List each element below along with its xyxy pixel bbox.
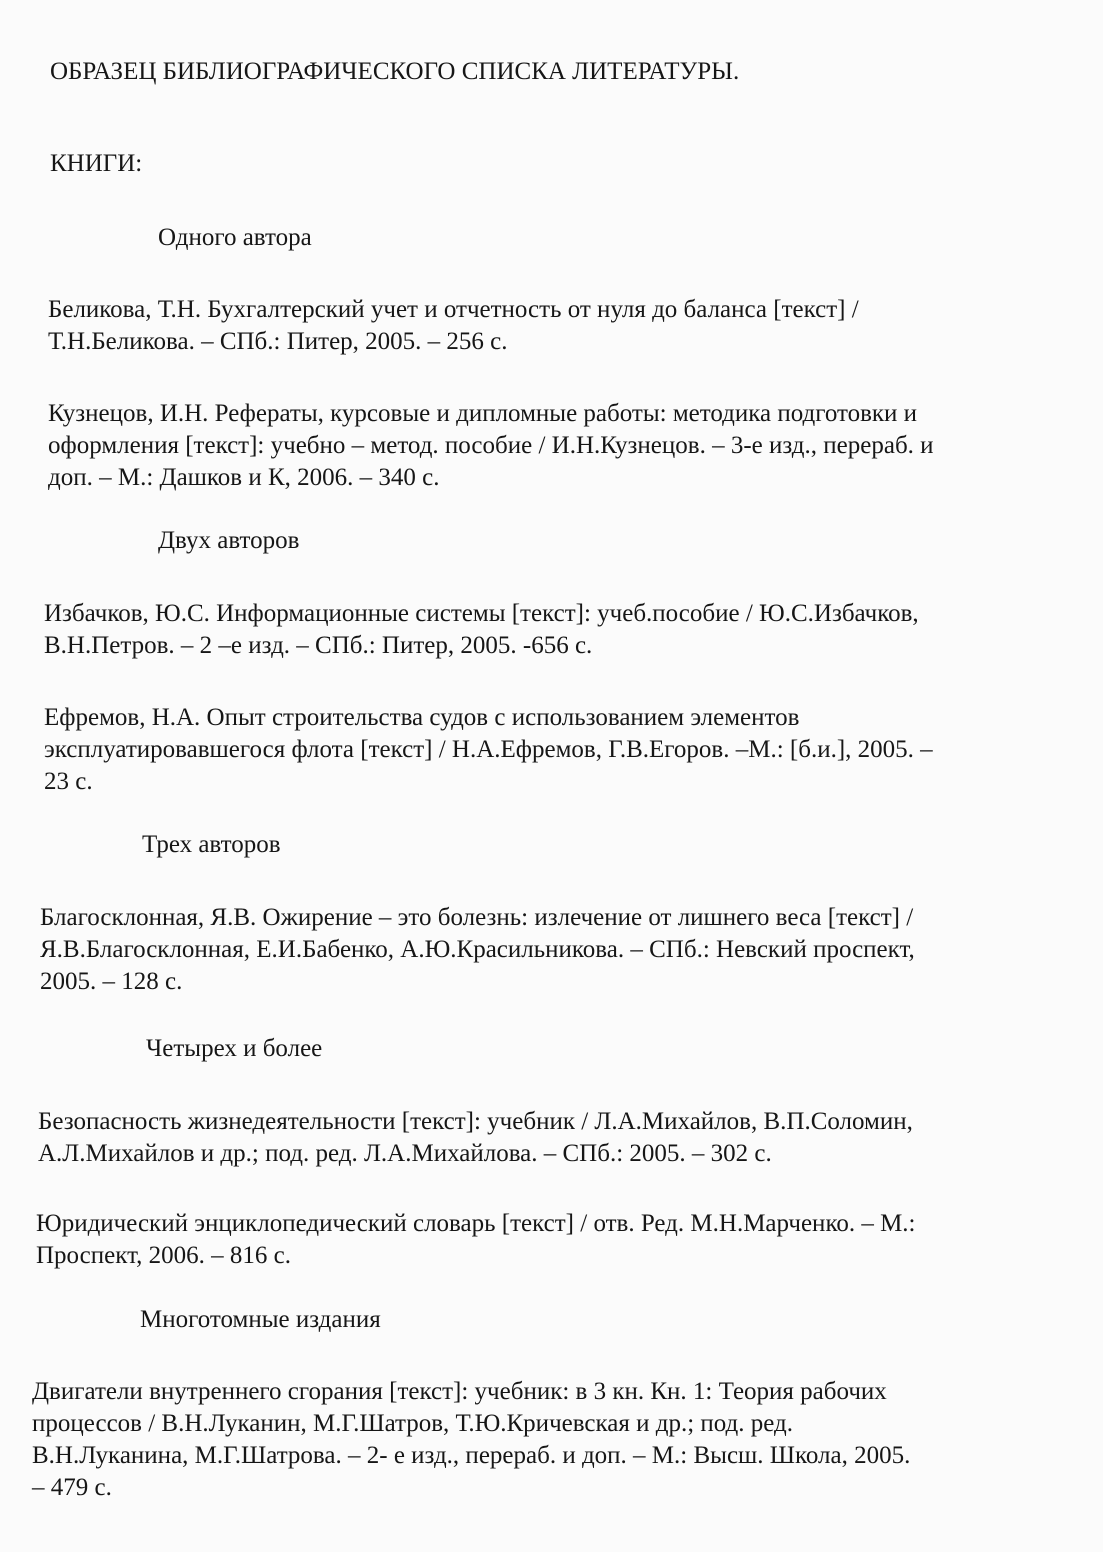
group-heading: Четырех и более <box>146 1035 323 1062</box>
bibliography-entry <box>48 398 934 494</box>
bibliography-entry <box>44 598 919 662</box>
entry-line: Юридический энциклопедический словарь [текст] / отв. Ред. М.Н.Марченко. – М.: <box>36 1210 916 1237</box>
entry-line: – 479 с. <box>32 1474 112 1501</box>
section-heading: КНИГИ: <box>50 150 143 177</box>
entry-line: Двигатели внутреннего сгорания [текст]: учебник: в 3 кн. Кн. 1: Теория рабочих <box>32 1378 887 1405</box>
bibliography-entry <box>38 1106 913 1170</box>
entry-line: Безопасность жизнедеятельности [текст]: учебник / Л.А.Михайлов, В.П.Соломин, <box>38 1108 913 1135</box>
bibliography-entry <box>48 294 859 358</box>
entry-line: 2005. – 128 с. <box>40 968 183 995</box>
entry-line: Кузнецов, И.Н. Рефераты, курсовые и дипломные работы: методика подготовки и <box>48 400 918 427</box>
bibliography-entry <box>36 1208 916 1272</box>
group-heading: Трех авторов <box>142 831 281 858</box>
entry-line: В.Н.Петров. – 2 –е изд. – СПб.: Питер, 2005. -656 с. <box>44 632 593 659</box>
group-heading: Двух авторов <box>158 527 300 554</box>
entry-line: процессов / В.Н.Луканин, М.Г.Шатров, Т.Ю.Кричевская и др.; под. ред. <box>32 1410 794 1437</box>
entry-line: Благосклонная, Я.В. Ожирение – это болезнь: излечение от лишнего веса [текст] / <box>40 904 914 931</box>
entry-line: оформления [текст]: учебно – метод. пособие / И.Н.Кузнецов. – 3-е изд., перераб. и <box>48 432 934 459</box>
page-title: ОБРАЗЕЦ БИБЛИОГРАФИЧЕСКОГО СПИСКА ЛИТЕРАТУРЫ. <box>50 58 740 85</box>
entry-line: Ефремов, Н.А. Опыт строительства судов с использованием элементов <box>44 704 800 731</box>
entry-line: Т.Н.Беликова. – СПб.: Питер, 2005. – 256 с. <box>48 328 508 355</box>
entry-line: А.Л.Михайлов и др.; под. ред. Л.А.Михайлова. – СПб.: 2005. – 302 с. <box>38 1140 772 1167</box>
entry-line: доп. – М.: Дашков и К, 2006. – 340 с. <box>48 464 440 491</box>
entry-line: Беликова, Т.Н. Бухгалтерский учет и отчетность от нуля до баланса [текст] / <box>48 296 859 323</box>
bibliography-entry <box>32 1376 910 1504</box>
entry-line: 23 с. <box>44 768 93 795</box>
entry-line: Проспект, 2006. – 816 с. <box>36 1242 291 1269</box>
entry-line: Я.В.Благосклонная, Е.И.Бабенко, А.Ю.Красильникова. – СПб.: Невский проспект, <box>40 936 915 963</box>
bibliography-entry <box>40 902 915 998</box>
entry-line: эксплуатировавшегося флота [текст] / Н.А.Ефремов, Г.В.Егоров. –М.: [б.и.], 2005. – <box>44 736 933 763</box>
bibliography-entry <box>44 702 933 798</box>
group-heading: Многотомные издания <box>140 1306 381 1333</box>
group-heading: Одного автора <box>158 224 312 251</box>
entry-line: Избачков, Ю.С. Информационные системы [текст]: учеб.пособие / Ю.С.Избачков, <box>44 600 919 627</box>
entry-line: В.Н.Луканина, М.Г.Шатрова. – 2- е изд., перераб. и доп. – М.: Высш. Школа, 2005. <box>32 1442 911 1469</box>
